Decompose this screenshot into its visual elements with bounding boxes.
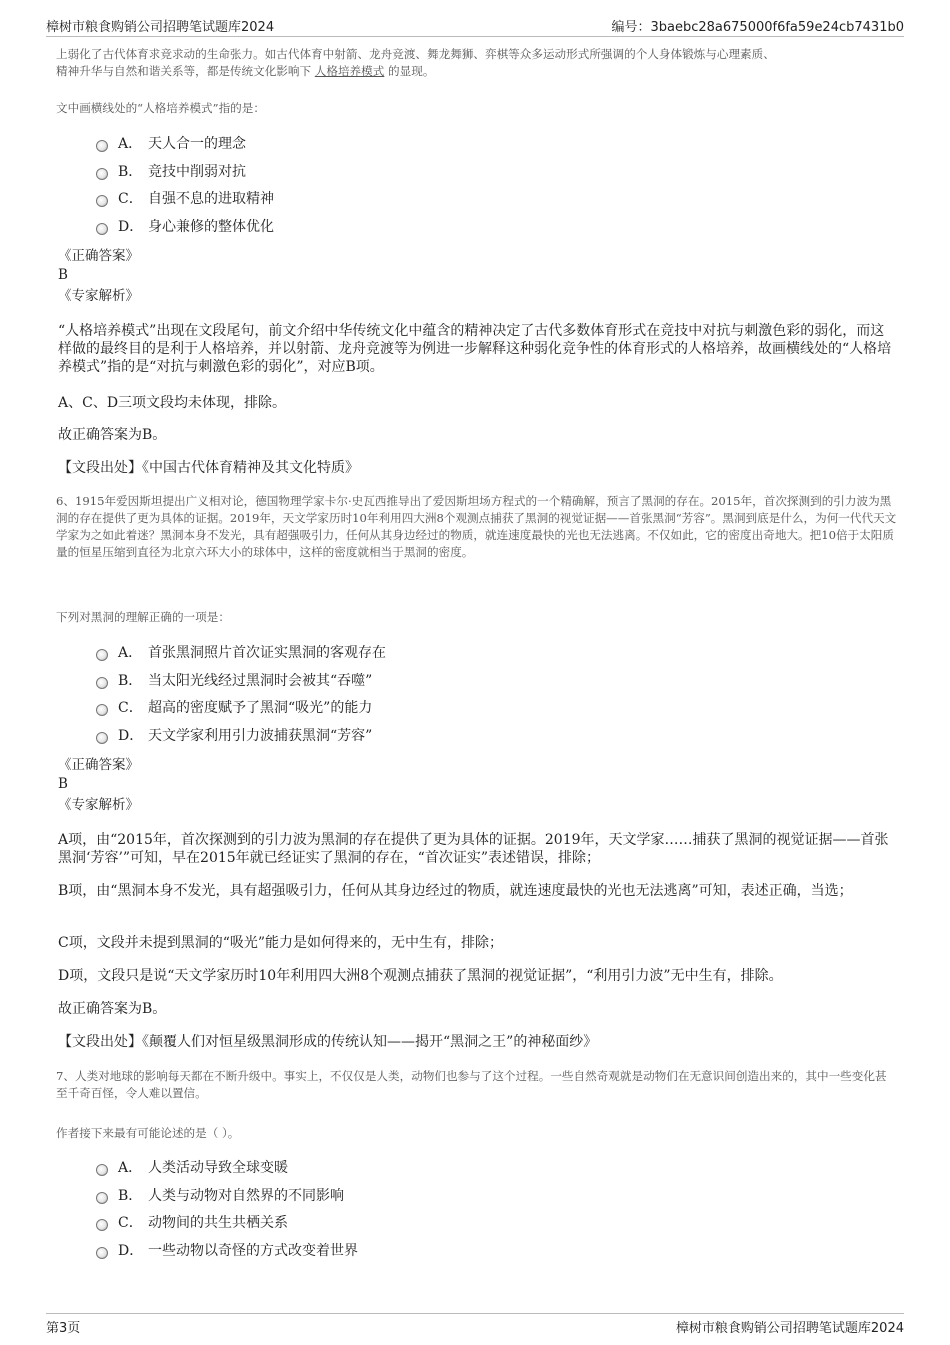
radio-icon[interactable]: [96, 704, 108, 716]
q5-passage-pre: 精神升华与自然和谐关系等，都是传统文化影响下: [56, 64, 312, 78]
q7-option-d[interactable]: [96, 1242, 358, 1260]
q6-analysis-conclusion: 故正确答案为B。: [58, 1001, 167, 1017]
header-title: 樟树市粮食购销公司招聘笔试题库2024: [46, 20, 275, 35]
footer-title: 樟树市粮食购销公司招聘笔试题库2024: [675, 1321, 904, 1336]
q5-analysis-label: 《专家解析》: [58, 288, 139, 304]
q6-answer: B: [58, 776, 68, 792]
radio-icon[interactable]: [96, 677, 108, 689]
option-text: 动物间的共生共栖关系: [148, 1215, 288, 1231]
option-text: 当太阳光线经过黑洞时会被其“吞噬”: [148, 673, 373, 689]
q6-answer-label: 《正确答案》: [58, 757, 139, 773]
radio-icon[interactable]: [96, 140, 108, 152]
q6-question: 下列对黑洞的理解正确的一项是：: [56, 610, 230, 624]
q5-analysis-para-2: A、C、D三项文段均未体现，排除。: [58, 395, 287, 411]
q6-analysis-label: 《专家解析》: [58, 797, 139, 813]
radio-icon[interactable]: [96, 223, 108, 235]
page-footer: [46, 1313, 904, 1334]
q6-analysis-a: A项，由“2015年，首次探测到的引力波为黑洞的存在提供了更为具体的证据。2019年，天文学家……捕获了黑洞的视觉证据——首张黑洞‘芳容’”可知，早在2015年就已经证实了黑洞的存在，“首次证实”表述错误，排除；: [58, 832, 889, 866]
option-text: 人类与动物对自然界的不同影响: [148, 1188, 344, 1204]
q5-analysis-para-1: “人格培养模式”出现在文段尾句，前文介绍中华传统文化中蕴含的精神决定了古代多数体育形式在竞技中对抗与刺激色彩的弱化，而这样做的最终目的是利于人格培养，并以射箭、龙舟竞渡等为例进一步解释这种弱化竞争性的体育形式的人格培养，故画横线处的“人格培养模式”指的是“对抗与刺激色彩的弱化”，对应B项。: [58, 323, 892, 375]
option-text: 自强不息的进取精神: [148, 191, 274, 207]
radio-icon[interactable]: [96, 168, 108, 180]
q6-option-c[interactable]: [96, 699, 372, 717]
radio-icon[interactable]: [96, 1164, 108, 1176]
q6-option-a[interactable]: [96, 644, 386, 662]
header-doc-id: 编号：3baebc28a675000f6fa59e24cb7431b0: [611, 20, 904, 35]
radio-icon[interactable]: [96, 732, 108, 744]
option-letter: A．: [118, 1160, 143, 1176]
option-letter: B．: [118, 1188, 143, 1204]
radio-icon[interactable]: [96, 1247, 108, 1259]
q6-source: 【文段出处】《颠覆人们对恒星级黑洞形成的传统认知——揭开“黑洞之王”的神秘面纱》: [58, 1034, 598, 1050]
option-letter: C．: [118, 700, 143, 716]
q5-underlined-term: 人格培养模式: [314, 64, 385, 78]
q5-source: 【文段出处】《中国古代体育精神及其文化特质》: [58, 460, 359, 476]
q6-analysis-b: B项，由“黑洞本身不发光，具有超强吸引力，任何从其身边经过的物质，就连速度最快的光也无法逃离”可知，表述正确，当选；: [58, 883, 853, 899]
option-text: 首张黑洞照片首次证实黑洞的客观存在: [148, 645, 386, 661]
option-text: 人类活动导致全球变暖: [148, 1160, 288, 1176]
q5-answer: B: [58, 267, 68, 283]
q6-option-b[interactable]: [96, 672, 372, 690]
q6-passage: 6、1915年爱因斯坦提出广义相对论，德国物理学家卡尔·史瓦西推导出了爱因斯坦场方程式的一个精确解，预言了黑洞的存在。2015年，首次探测到的引力波为黑洞的存在提供了更为具体的证据。2019年，天文学家历时10年利用四大洲8个观测点捕获了黑洞的视觉证据——首张黑洞“芳容”。黑洞到底是什么，为何一代代天文学家为之如此着迷？黑洞本身不发光，具有超强吸引力，任何从其身边经过的物质，就连速度最快的光也无法逃离。不仅如此，它的密度出奇地大。把10倍于太阳质量的恒星压缩到直径为北京六环大小的球体中，这样的密度就相当于黑洞的密度。: [56, 494, 897, 559]
q7-option-c[interactable]: [96, 1214, 288, 1232]
q5-passage-line2: [56, 63, 898, 80]
q6-option-d[interactable]: [96, 727, 372, 745]
q6-analysis-c: C项，文段并未提到黑洞的“吸光”能力是如何得来的，无中生有，排除；: [58, 935, 504, 951]
option-text: 天人合一的理念: [148, 136, 246, 152]
q5-option-a[interactable]: [96, 135, 246, 153]
q5-option-c[interactable]: [96, 190, 274, 208]
q5-passage-line1: 上弱化了古代体育求竞求动的生命张力。如古代体育中射箭、龙舟竞渡、舞龙舞狮、弈棋等众多运动形式所强调的个人身体锻炼与心理素质、: [56, 47, 775, 61]
option-letter: C．: [118, 191, 143, 207]
q6-analysis-d: D项，文段只是说“天文学家历时10年利用四大洲8个观测点捕获了黑洞的视觉证据”，“利用引力波”无中生有，排除。: [58, 968, 783, 984]
option-text: 超高的密度赋予了黑洞“吸光”的能力: [148, 700, 373, 716]
q5-passage-post: 的显现。: [388, 64, 435, 78]
q7-passage: 7、人类对地球的影响每天都在不断升级中。事实上，不仅仅是人类，动物们也参与了这个过程。一些自然奇观就是动物们在无意识间创造出来的，其中一些变化甚至千奇百怪，令人难以置信。: [56, 1069, 887, 1100]
option-letter: D．: [118, 219, 144, 235]
option-letter: D．: [118, 1243, 144, 1259]
q5-passage: [56, 46, 898, 80]
q5-option-b[interactable]: [96, 163, 246, 181]
q5-option-d[interactable]: [96, 218, 274, 236]
page-number: 第3页: [46, 1321, 81, 1336]
q5-analysis-para-3: 故正确答案为B。: [58, 427, 167, 443]
page-header: [46, 14, 904, 37]
option-text: 竞技中削弱对抗: [148, 164, 246, 180]
option-letter: B．: [118, 673, 143, 689]
radio-icon[interactable]: [96, 195, 108, 207]
option-letter: A．: [118, 645, 143, 661]
option-text: 身心兼修的整体优化: [148, 219, 274, 235]
option-text: 天文学家利用引力波捕获黑洞“芳容”: [148, 728, 373, 744]
q7-option-a[interactable]: [96, 1159, 288, 1177]
radio-icon[interactable]: [96, 1219, 108, 1231]
option-letter: C．: [118, 1215, 143, 1231]
q5-answer-label: 《正确答案》: [58, 248, 139, 264]
q7-option-b[interactable]: [96, 1187, 344, 1205]
radio-icon[interactable]: [96, 649, 108, 661]
option-text: 一些动物以奇怪的方式改变着世界: [148, 1243, 358, 1259]
option-letter: A．: [118, 136, 143, 152]
q7-question: 作者接下来最有可能论述的是（ ）。: [56, 1126, 240, 1140]
option-letter: D．: [118, 728, 144, 744]
q5-question: 文中画横线处的“人格培养模式”指的是：: [56, 101, 265, 115]
radio-icon[interactable]: [96, 1192, 108, 1204]
option-letter: B．: [118, 164, 143, 180]
